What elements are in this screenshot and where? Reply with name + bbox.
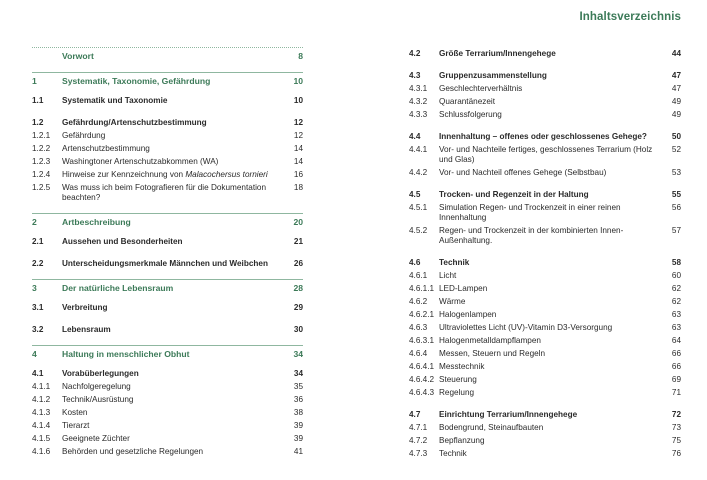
toc-page-number: 35 — [293, 381, 303, 391]
toc-number: 4.6.2.1 — [409, 309, 435, 319]
toc-subsection — [409, 334, 681, 347]
toc-title-text: Vor- und Nachteil offenes Gehege (Selbstbau) — [439, 167, 607, 177]
toc-section — [409, 256, 681, 269]
toc-number: 4.3.1 — [409, 83, 428, 93]
toc-number: 4.1.3 — [32, 407, 51, 417]
toc-number: 4.6.2 — [409, 296, 428, 306]
toc-number: 4.7.3 — [409, 448, 428, 458]
toc-title — [439, 190, 665, 200]
toc-number: 4.4.2 — [409, 167, 428, 177]
toc-page-number: 21 — [293, 236, 303, 246]
toc-page-number: 63 — [671, 309, 681, 319]
toc-page-number: 30 — [293, 324, 303, 334]
toc-title — [439, 284, 665, 294]
toc-chapter — [32, 345, 303, 361]
toc-title-text: Größe Terrarium/Innengehege — [439, 48, 556, 58]
toc-page-number: 38 — [293, 407, 303, 417]
toc-subsection — [409, 108, 681, 121]
toc-page-number: 10 — [293, 95, 303, 105]
toc-number: 1 — [32, 76, 37, 86]
toc-number: 4.6.4 — [409, 348, 428, 358]
toc-title — [62, 325, 287, 335]
toc-title — [62, 395, 287, 405]
toc-subsection — [409, 421, 681, 434]
toc-title-text: Washingtoner Artenschutzabkommen (WA) — [62, 156, 219, 166]
toc-subsection — [32, 393, 303, 406]
toc-page-number: 12 — [293, 117, 303, 127]
toc-number: 4 — [32, 349, 37, 359]
toc-title-text: Gefährdung/Artenschutzbestimmung — [62, 117, 207, 127]
toc-title-text: Tierarzt — [62, 420, 90, 430]
toc-title-text: LED-Lampen — [439, 283, 488, 293]
toc-page-number: 73 — [671, 422, 681, 432]
toc-title — [62, 51, 287, 61]
toc-page-number: 62 — [671, 296, 681, 306]
toc-title — [439, 110, 665, 120]
toc-title-text: Vorabüberlegungen — [62, 368, 139, 378]
toc-number: 2.1 — [32, 236, 44, 246]
toc-title — [439, 203, 665, 223]
toc-page-number: 14 — [293, 156, 303, 166]
toc-subsection — [32, 419, 303, 432]
toc-section — [32, 257, 303, 270]
toc-title-text: Gefährdung — [62, 130, 106, 140]
toc-number: 4.2 — [409, 48, 421, 58]
toc-title — [439, 49, 665, 59]
toc-page-number: 49 — [671, 109, 681, 119]
toc-title — [439, 375, 665, 385]
toc-page-number: 39 — [293, 433, 303, 443]
toc-title — [439, 226, 665, 246]
toc-number: 1.2 — [32, 117, 44, 127]
toc-title-text: Quarantänezeit — [439, 96, 495, 106]
toc-subsection — [409, 143, 681, 166]
toc-subsection — [32, 380, 303, 393]
toc-subsection — [409, 321, 681, 334]
toc-page-number: 52 — [671, 144, 681, 154]
toc-title — [62, 259, 287, 269]
toc-section — [32, 116, 303, 129]
toc-subsection — [409, 360, 681, 373]
toc-title-text: Steuerung — [439, 374, 477, 384]
toc-page-number: 55 — [671, 189, 681, 199]
toc-title — [62, 183, 287, 203]
toc-subsection — [409, 166, 681, 179]
toc-section — [32, 367, 303, 380]
toc-title-text: Bepflanzung — [439, 435, 485, 445]
toc-page-number: 53 — [671, 167, 681, 177]
toc-number: 1.2.2 — [32, 143, 51, 153]
toc-section — [32, 323, 303, 336]
toc-number: 4.6.3 — [409, 322, 428, 332]
toc-title-text: Technik — [439, 448, 467, 458]
toc-page-number: 50 — [671, 131, 681, 141]
toc-title-text: Hinweise zur Kennzeichnung von — [62, 169, 186, 179]
toc-subsection — [409, 373, 681, 386]
toc-title-text: Schlussfolgerung — [439, 109, 502, 119]
toc-page-number: 64 — [671, 335, 681, 345]
toc-page-number: 49 — [671, 96, 681, 106]
toc-number: 3 — [32, 283, 37, 293]
toc-title — [62, 131, 287, 141]
toc-page-number: 44 — [671, 48, 681, 58]
toc-subsection — [409, 282, 681, 295]
toc-page-number: 75 — [671, 435, 681, 445]
toc-subsection — [409, 386, 681, 399]
toc-number: 4.1 — [32, 368, 44, 378]
toc-subsection — [409, 201, 681, 224]
toc-title — [439, 71, 665, 81]
toc-number: 4.7 — [409, 409, 421, 419]
toc-subsection — [32, 445, 303, 458]
toc-page-number: 26 — [293, 258, 303, 268]
toc-title — [439, 336, 665, 346]
toc-subsection — [409, 224, 681, 247]
toc-title-italic: Malacochersus tornieri — [185, 169, 268, 179]
toc-title-text: Halogenlampen — [439, 309, 497, 319]
toc-page-number: 18 — [293, 182, 303, 192]
toc-subsection — [409, 308, 681, 321]
toc-title — [62, 118, 287, 128]
toc-page-number: 34 — [293, 368, 303, 378]
toc-title — [439, 132, 665, 142]
toc-title-text: Artenschutzbestimmung — [62, 143, 150, 153]
toc-subsection — [32, 432, 303, 445]
toc-page-number: 16 — [293, 169, 303, 179]
toc-number: 4.5.2 — [409, 225, 428, 235]
toc-section — [409, 130, 681, 143]
toc-list-left — [32, 47, 303, 458]
toc-title-text: Behörden und gesetzliche Regelungen — [62, 446, 204, 456]
toc-title — [62, 369, 287, 379]
toc-number: 4.3.3 — [409, 109, 428, 119]
toc-title — [62, 76, 287, 86]
toc-title — [62, 96, 287, 106]
toc-title — [62, 144, 287, 154]
toc-page-number: 72 — [671, 409, 681, 419]
toc-title — [439, 297, 665, 307]
toc-page-number: 56 — [671, 202, 681, 212]
toc-number: 4.7.2 — [409, 435, 428, 445]
toc-title — [62, 421, 287, 431]
toc-number: 1.2.3 — [32, 156, 51, 166]
toc-title-text: Haltung in menschlicher Obhut — [62, 349, 190, 359]
toc-title-text: Technik — [439, 257, 470, 267]
toc-page-number: 58 — [671, 257, 681, 267]
toc-title — [62, 447, 287, 457]
toc-title — [62, 382, 287, 392]
toc-number: 4.5 — [409, 189, 421, 199]
toc-subsection — [409, 95, 681, 108]
toc-title-text: Nachfolgeregelung — [62, 381, 131, 391]
toc-title — [62, 217, 287, 227]
toc-number: 4.1.4 — [32, 420, 51, 430]
toc-title-text: Technik/Ausrüstung — [62, 394, 134, 404]
toc-title — [62, 434, 287, 444]
toc-title — [439, 271, 665, 281]
toc-number: 4.6.4.3 — [409, 387, 435, 397]
toc-title-text: Geschlechterverhältnis — [439, 83, 523, 93]
toc-subsection — [32, 168, 303, 181]
toc-title — [62, 237, 287, 247]
toc-title-text: Wärme — [439, 296, 466, 306]
toc-page-number: 76 — [671, 448, 681, 458]
toc-number: 3.1 — [32, 302, 44, 312]
toc-subsection — [32, 406, 303, 419]
toc-title — [439, 323, 665, 333]
toc-page-number: 8 — [298, 51, 303, 61]
toc-right-column — [409, 47, 681, 460]
toc-page-number: 47 — [671, 70, 681, 80]
toc-title — [439, 310, 665, 320]
page-title: Inhaltsverzeichnis — [579, 11, 681, 23]
toc-subsection — [32, 129, 303, 142]
toc-page-number: 14 — [293, 143, 303, 153]
toc-page-number: 36 — [293, 394, 303, 404]
toc-number: 1.2.1 — [32, 130, 51, 140]
toc-subsection — [32, 155, 303, 168]
toc-page-number: 60 — [671, 270, 681, 280]
toc-title-text: Messtechnik — [439, 361, 485, 371]
toc-title-text: Der natürliche Lebensraum — [62, 283, 174, 293]
toc-page-number: 28 — [293, 283, 303, 293]
toc-title — [439, 84, 665, 94]
toc-number: 1.2.4 — [32, 169, 51, 179]
toc-section — [32, 235, 303, 248]
toc-title — [439, 436, 665, 446]
toc-page-number: 20 — [293, 217, 303, 227]
toc-page-number: 10 — [293, 76, 303, 86]
toc-number: 1.2.5 — [32, 182, 51, 192]
toc-section — [409, 188, 681, 201]
toc-title — [439, 97, 665, 107]
toc-subsection — [409, 434, 681, 447]
toc-title — [62, 170, 287, 180]
toc-title-text: Innenhaltung – offenes oder geschlossenes Gehege? — [439, 131, 647, 141]
toc-number: 3.2 — [32, 324, 44, 334]
toc-section — [409, 47, 681, 60]
toc-number: 1.1 — [32, 95, 44, 105]
toc-number: 4.6 — [409, 257, 421, 267]
toc-number: 4.4.1 — [409, 144, 428, 154]
toc-title-text: Systematik und Taxonomie — [62, 95, 168, 105]
toc-title-text: Regelung — [439, 387, 475, 397]
toc-chapter — [32, 72, 303, 88]
toc-title-text: Lebensraum — [62, 324, 111, 334]
toc-title — [62, 303, 287, 313]
toc-title — [439, 258, 665, 268]
toc-section — [409, 408, 681, 421]
toc-title — [439, 449, 665, 459]
toc-page-number: 66 — [671, 348, 681, 358]
toc-title-text: Halogenmetalldampflampen — [439, 335, 541, 345]
toc-number: 4.1.1 — [32, 381, 51, 391]
toc-page-number: 34 — [293, 349, 303, 359]
toc-number: 4.7.1 — [409, 422, 428, 432]
toc-number: 4.6.4.1 — [409, 361, 435, 371]
toc-title — [439, 362, 665, 372]
toc-title — [439, 349, 665, 359]
toc-page-number: 57 — [671, 225, 681, 235]
toc-title-text: Was muss ich beim Fotografieren für die Dokumentation beachten? — [62, 182, 267, 202]
toc-number: 4.3 — [409, 70, 421, 80]
toc-subsection — [409, 347, 681, 360]
toc-title-text: Vor- und Nachteile fertiges, geschlossenes Terrarium (Holz und Glas) — [439, 144, 653, 164]
toc-page-number: 12 — [293, 130, 303, 140]
toc-title-text: Kosten — [62, 407, 88, 417]
toc-title-text: Aussehen und Besonderheiten — [62, 236, 183, 246]
toc-page-number: 29 — [293, 302, 303, 312]
toc-title-text: Messen, Steuern und Regeln — [439, 348, 546, 358]
toc-number: 4.1.5 — [32, 433, 51, 443]
toc-chapter — [32, 213, 303, 229]
toc-title — [439, 145, 665, 165]
toc-page-number: 69 — [671, 374, 681, 384]
toc-title-text: Einrichtung Terrarium/Innengehege — [439, 409, 578, 419]
toc-subsection — [32, 142, 303, 155]
toc-title — [62, 157, 287, 167]
toc-section — [409, 69, 681, 82]
toc-page-number: 66 — [671, 361, 681, 371]
toc-subsection — [409, 269, 681, 282]
toc-subsection — [409, 447, 681, 460]
toc-number: 2.2 — [32, 258, 44, 268]
toc-page-number: 41 — [293, 446, 303, 456]
toc-title-text: Simulation Regen- und Trockenzeit in einer reinen Innenhaltung — [439, 202, 621, 222]
toc-section — [32, 94, 303, 107]
toc-title — [62, 283, 287, 293]
toc-subsection — [409, 82, 681, 95]
toc-title-text: Ultraviolettes Licht (UV)-Vitamin D3-Versorgung — [439, 322, 613, 332]
toc-title-text: Vorwort — [62, 51, 94, 61]
toc-page-number: 62 — [671, 283, 681, 293]
toc-section — [32, 301, 303, 314]
toc-title-text: Verbreitung — [62, 302, 108, 312]
toc-number: 4.6.1 — [409, 270, 428, 280]
toc-title — [62, 349, 287, 359]
toc-page-number: 71 — [671, 387, 681, 397]
toc-title-text: Artbeschreibung — [62, 217, 131, 227]
toc-number: 4.3.2 — [409, 96, 428, 106]
toc-title-text: Unterscheidungsmerkmale Männchen und Weibchen — [62, 258, 268, 268]
toc-title-text: Trocken- und Regenzeit in der Haltung — [439, 189, 589, 199]
toc-title — [439, 410, 665, 420]
toc-title-text: Regen- und Trockenzeit in der kombinierten Innen-Außenhaltung. — [439, 225, 624, 245]
toc-title-text: Geeignete Züchter — [62, 433, 130, 443]
toc-title — [439, 168, 665, 178]
toc-title — [62, 408, 287, 418]
toc-number: 2 — [32, 217, 37, 227]
toc-title — [439, 423, 665, 433]
toc-page-number: 39 — [293, 420, 303, 430]
toc-left-column — [32, 47, 303, 458]
toc-title-text: Systematik, Taxonomie, Gefährdung — [62, 76, 211, 86]
toc-number: 4.1.6 — [32, 446, 51, 456]
toc-subsection — [409, 295, 681, 308]
toc-number: 4.6.1.1 — [409, 283, 435, 293]
toc-title-text: Bodengrund, Steinaufbauten — [439, 422, 544, 432]
toc-title-text: Gruppenzusammenstellung — [439, 70, 547, 80]
toc-number: 4.5.1 — [409, 202, 428, 212]
toc-subsection — [32, 181, 303, 204]
toc-number: 4.6.4.2 — [409, 374, 435, 384]
toc-number: 4.1.2 — [32, 394, 51, 404]
toc-page-number: 47 — [671, 83, 681, 93]
toc-number: 4.6.3.1 — [409, 335, 435, 345]
toc-title — [439, 388, 665, 398]
toc-title-text: Licht — [439, 270, 457, 280]
toc-chapter — [32, 279, 303, 295]
toc-number: 4.4 — [409, 131, 421, 141]
toc-chapter — [32, 47, 303, 63]
toc-list-right — [409, 47, 681, 460]
toc-page-number: 63 — [671, 322, 681, 332]
